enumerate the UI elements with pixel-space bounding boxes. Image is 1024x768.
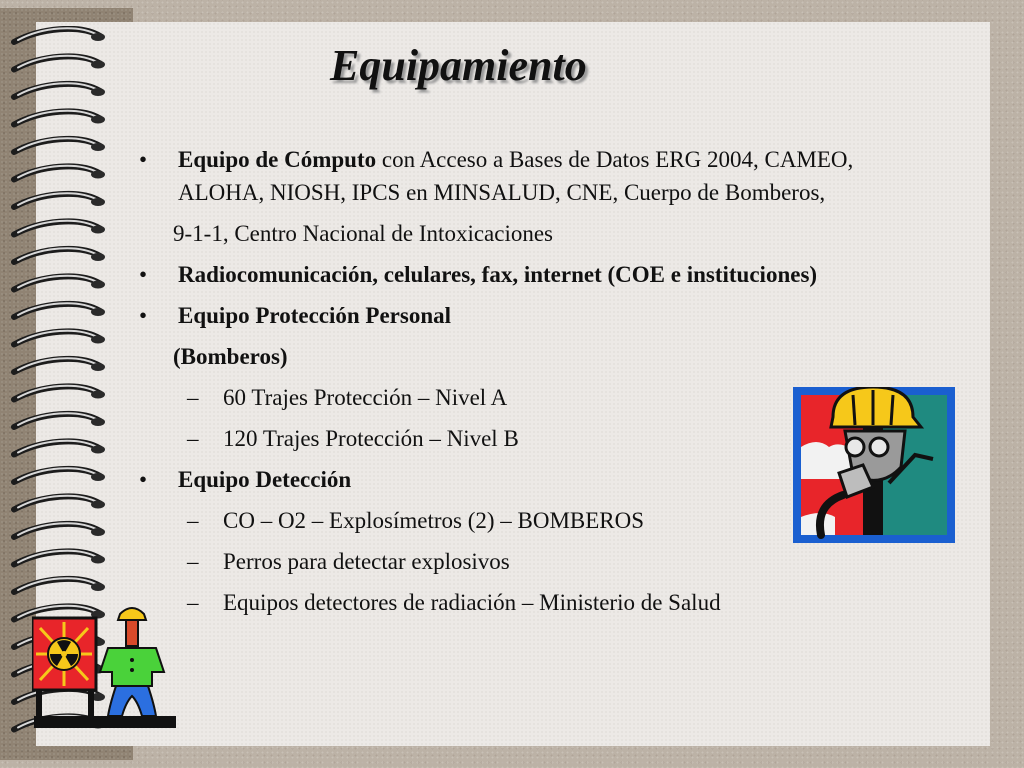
spiral-hole	[91, 33, 105, 41]
spiral-hole	[91, 171, 105, 179]
spiral-hole	[91, 88, 105, 96]
sub-item: – 120 Trajes Protección – Nivel B	[139, 423, 1019, 454]
spiral-hole	[91, 61, 105, 69]
spiral-hole	[91, 363, 105, 371]
spiral-hole	[91, 528, 105, 536]
spiral-hole	[91, 226, 105, 234]
dash-icon: –	[187, 590, 199, 615]
sub-item: – CO – O2 – Explosímetros (2) – BOMBEROS	[139, 505, 1019, 536]
dash-icon: –	[187, 385, 199, 410]
bullet-item-continuation: 9-1-1, Centro Nacional de Intoxicaciones	[173, 221, 554, 246]
spiral-hole	[91, 391, 105, 399]
bullet-item-radio: • Radiocomunicación, celulares, fax, internet (COE e instituciones)	[139, 259, 1019, 290]
slide-content	[139, 144, 1019, 618]
spiral-hole	[91, 501, 105, 509]
slide-title: Equipamiento	[330, 41, 587, 90]
spiral-hole	[91, 143, 105, 151]
spiral-hole	[91, 336, 105, 344]
bullet-item-continuation: (Bomberos)	[173, 344, 288, 369]
spiral-hole	[91, 556, 105, 564]
radiation-worker-icon	[32, 604, 176, 732]
spiral-hole	[91, 418, 105, 426]
dash-icon: –	[187, 508, 199, 533]
spiral-hole	[91, 446, 105, 454]
bullet-item-ppe: • Equipo Protección Personal	[139, 300, 1019, 331]
bullet-icon: •	[139, 303, 148, 328]
sub-item: – Equipos detectores de radiación – Ministerio de Salud	[139, 587, 1019, 618]
spiral-hole	[91, 253, 105, 261]
spiral-hole	[91, 116, 105, 124]
spiral-hole	[91, 281, 105, 289]
bullet-icon: •	[139, 467, 148, 492]
spiral-hole	[91, 583, 105, 591]
dash-icon: –	[187, 549, 199, 574]
sub-item: – 60 Trajes Protección – Nivel A	[139, 382, 1019, 413]
spiral-hole	[91, 198, 105, 206]
firefighter-gas-mask-icon	[793, 387, 955, 543]
dash-icon: –	[187, 426, 199, 451]
sub-item: – Perros para detectar explosivos	[139, 546, 1019, 577]
spiral-hole	[91, 473, 105, 481]
bullet-icon: •	[139, 147, 148, 172]
bullet-item-computing: • Equipo de Cómputo con Acceso a Bases de Datos ERG 2004, CAMEO,	[139, 144, 1019, 175]
bullet-item-detection: • Equipo Detección	[139, 464, 1019, 495]
spiral-hole	[91, 308, 105, 316]
bullet-item-continuation: ALOHA, NIOSH, IPCS en MINSALUD, CNE, Cuerpo de Bomberos,	[178, 180, 826, 205]
bullet-icon: •	[139, 262, 148, 287]
